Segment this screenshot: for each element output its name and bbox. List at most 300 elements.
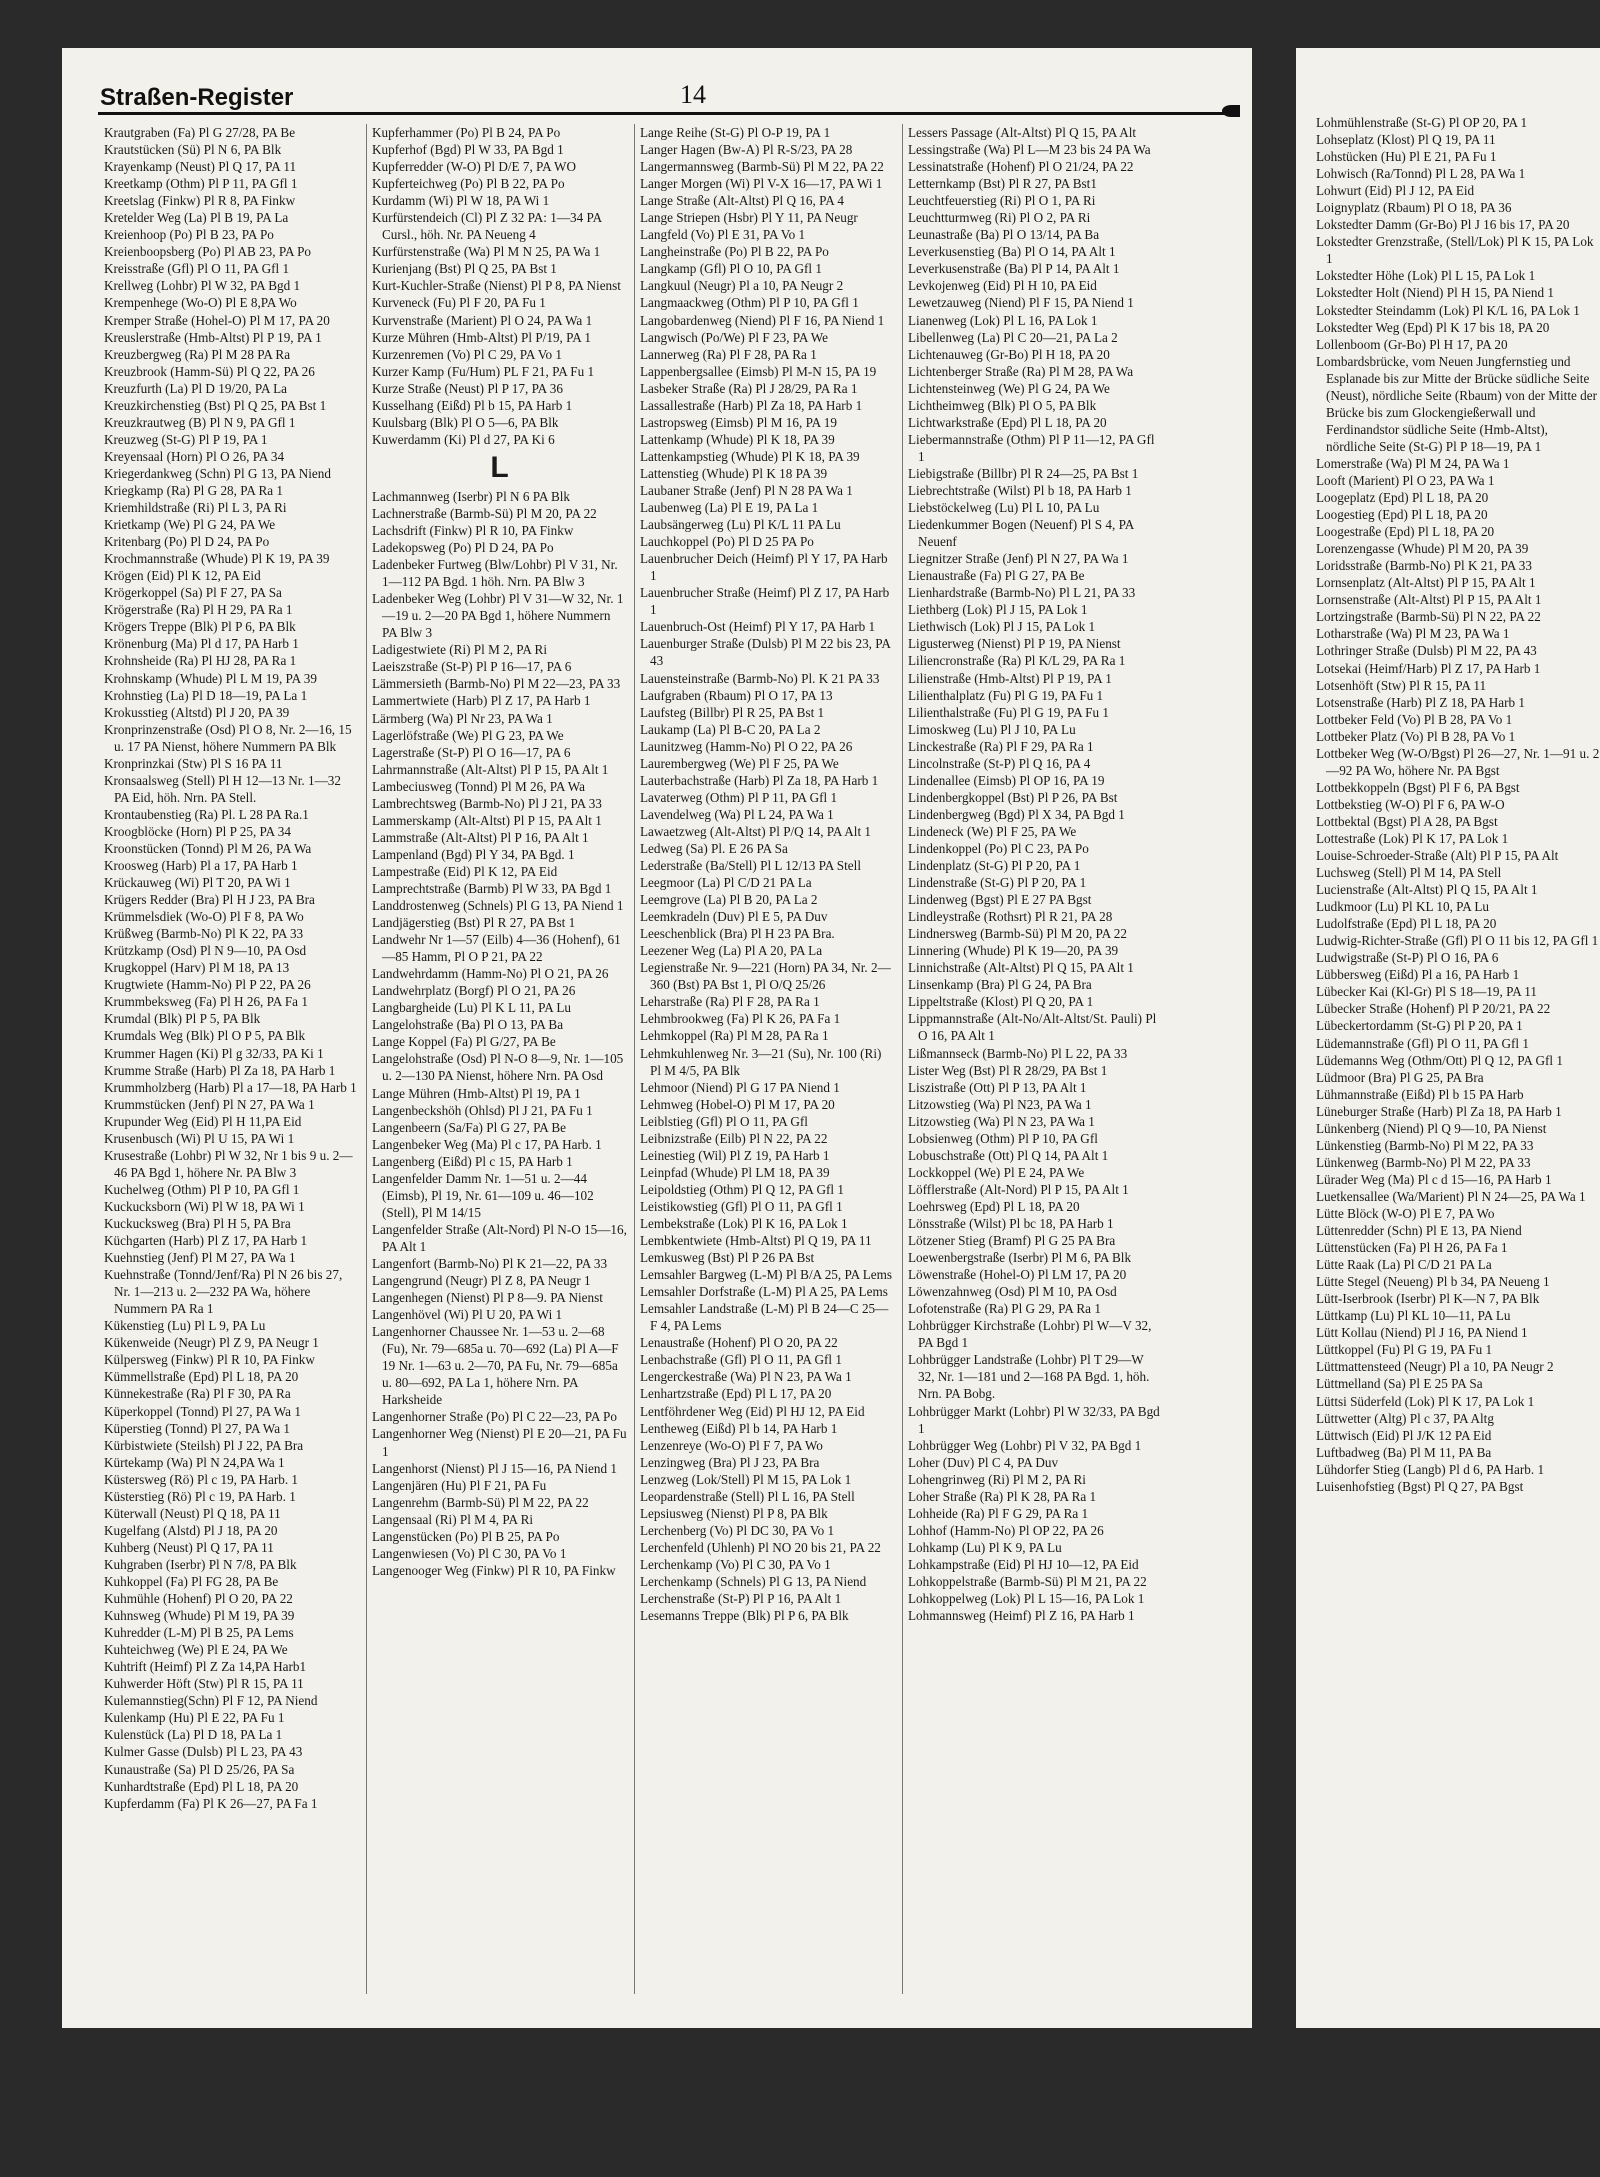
register-entry: Kükenweide (Neugr) Pl Z 9, PA Neugr 1: [104, 1335, 319, 1351]
register-entry: Krempenhege (Wo-O) Pl E 8,PA Wo: [104, 295, 297, 311]
register-entry: Lauenbrucher Deich (Heimf) Pl Y 17, PA Harb 1: [640, 551, 888, 584]
register-entry: Kurze Mühren (Hmb-Altst) Pl P/19, PA 1: [372, 329, 591, 345]
register-entry: Letternkamp (Bst) Pl R 27, PA Bst1: [908, 176, 1097, 192]
register-entry: Lokstedter Weg (Epd) Pl K 17 bis 18, PA 20: [1316, 319, 1550, 335]
register-column-3: [640, 124, 895, 1624]
register-entry: Lohwisch (Ra/Tonnd) Pl L 28, PA Wa 1: [1316, 166, 1526, 182]
register-entry: Kurzenremen (Vo) Pl C 29, PA Vo 1: [372, 346, 563, 362]
register-entry: Linnichstraße (Alt-Altst) Pl Q 15, PA Alt 1: [908, 960, 1134, 976]
register-entry: Lottbeker Weg (W-O/Bgst) Pl 26—27, Nr. 1—91 u. 2—92 PA Wo, höhere Nr. PA Bgst: [1316, 745, 1600, 778]
register-entry: Kuehnstraße (Tonnd/Jenf/Ra) Pl N 26 bis 27, Nr. 1—213 u. 2—232 PA Wa, höhere Nummern PA Ra 1: [104, 1267, 343, 1317]
register-entry: Kuckucksborn (Wi) Pl W 18, PA Wi 1: [104, 1198, 305, 1214]
register-entry: Kuhberg (Neust) Pl Q 17, PA 11: [104, 1539, 274, 1555]
register-entry: Leinestieg (Wil) Pl Z 19, PA Harb 1: [640, 1147, 830, 1163]
register-entry: Lange Striepen (Hsbr) Pl Y 11, PA Neugr: [640, 210, 858, 226]
register-entry: Lornsenstraße (Alt-Altst) Pl P 15, PA Alt 1: [1316, 592, 1542, 608]
register-entry: Ligusterweg (Nienst) Pl P 19, PA Nienst: [908, 636, 1121, 652]
register-entry: Lesemanns Treppe (Blk) Pl P 6, PA Blk: [640, 1608, 849, 1624]
register-entry: Kürbistwiete (Steilsh) Pl J 22, PA Bra: [104, 1437, 304, 1453]
register-entry: Lincolnstraße (St-P) Pl Q 16, PA 4: [908, 755, 1091, 771]
register-entry: Lärmberg (Wa) Pl Nr 23, PA Wa 1: [372, 710, 553, 726]
register-entry: Lüttwisch (Eid) Pl J/K 12 PA Eid: [1316, 1427, 1492, 1443]
column-divider: [634, 124, 635, 1994]
register-entry: Krummbeksweg (Fa) Pl H 26, PA Fa 1: [104, 994, 308, 1010]
register-entry: Lamprechtstraße (Barmb) Pl W 33, PA Bgd 1: [372, 880, 612, 896]
register-entry: Lübbersweg (Eißd) Pl a 16, PA Harb 1: [1316, 967, 1520, 983]
register-entry: Krumdal (Blk) Pl P 5, PA Blk: [104, 1011, 261, 1027]
register-entry: Lauchkoppel (Po) Pl D 25 PA Po: [640, 534, 814, 550]
register-entry: Luftbadweg (Ba) Pl M 11, PA Ba: [1316, 1444, 1492, 1460]
register-entry: Liebstöckelweg (Lu) Pl L 10, PA Lu: [908, 500, 1100, 516]
register-entry: Kriegerdankweg (Schn) Pl G 13, PA Niend: [104, 465, 331, 481]
register-entry: Langenjären (Hu) Pl F 21, PA Fu: [372, 1477, 547, 1493]
register-entry: Krupunder Weg (Eid) Pl H 11,PA Eid: [104, 1113, 302, 1129]
column-divider: [902, 124, 903, 1994]
register-entry: Lütte Stegel (Neueng) Pl b 34, PA Neueng 1: [1316, 1274, 1550, 1290]
register-entry: Lorenzengasse (Whude) Pl M 20, PA 39: [1316, 541, 1529, 557]
register-entry: Lienhardstraße (Barmb-No) Pl L 21, PA 33: [908, 585, 1136, 601]
register-entry: Louise-Schroeder-Straße (Alt) Pl P 15, PA Alt: [1316, 848, 1559, 864]
register-entry: Leibnizstraße (Eilb) Pl N 22, PA 22: [640, 1130, 828, 1146]
register-entry: Lotsenhöft (Stw) Pl R 15, PA 11: [1316, 677, 1487, 693]
register-entry: Lämmersieth (Barmb-No) Pl M 22—23, PA 33: [372, 676, 621, 692]
register-entry: Lotharstraße (Wa) Pl M 23, PA Wa 1: [1316, 626, 1510, 642]
register-entry: Loewenbergstraße (Iserbr) Pl M 6, PA Blk: [908, 1250, 1132, 1266]
register-entry: Kreienhoop (Po) Pl B 23, PA Po: [104, 227, 274, 243]
register-entry: Lilienthalstraße (Fu) Pl G 19, PA Fu 1: [908, 704, 1109, 720]
register-entry: Krögerkoppel (Sa) Pl F 27, PA Sa: [104, 585, 282, 601]
register-entry: Kupferhof (Bgd) Pl W 33, PA Bgd 1: [372, 142, 564, 158]
register-entry: Lammertwiete (Harb) Pl Z 17, PA Harb 1: [372, 693, 591, 709]
register-entry: Langenhorner Straße (Po) Pl C 22—23, PA Po: [372, 1409, 617, 1425]
register-entry: Lindenplatz (St-G) Pl P 20, PA 1: [908, 858, 1081, 874]
register-entry: Lehmkuhlenweg Nr. 3—21 (Su), Nr. 100 (Ri) Pl M 4/5, PA Blk: [640, 1045, 882, 1078]
register-entry: Leeschenblick (Bra) Pl H 23 PA Bra.: [640, 926, 835, 942]
register-entry: Leverkusenstieg (Ba) Pl O 14, PA Alt 1: [908, 244, 1116, 260]
register-entry: Küsterstieg (Rö) Pl c 19, PA Harb. 1: [104, 1488, 296, 1504]
register-entry: Lauenbruch-Ost (Heimf) Pl Y 17, PA Harb 1: [640, 619, 876, 635]
register-entry: Langenbeker Weg (Ma) Pl c 17, PA Harb. 1: [372, 1136, 602, 1152]
register-entry: Lilienstraße (Hmb-Altst) Pl P 19, PA 1: [908, 670, 1112, 686]
register-entry: Kroosweg (Harb) Pl a 17, PA Harb 1: [104, 858, 298, 874]
register-entry: Lattenstieg (Whude) Pl K 18 PA 39: [640, 465, 828, 481]
register-entry: Lohwurt (Eid) Pl J 12, PA Eid: [1316, 183, 1475, 199]
register-entry: Laurembergweg (We) Pl F 25, PA We: [640, 755, 839, 771]
register-entry: Langmaackweg (Othm) Pl P 10, PA Gfl 1: [640, 295, 859, 311]
register-entry: Loignyplatz (Rbaum) Pl O 18, PA 36: [1316, 200, 1512, 216]
register-entry: Kunhardtstraße (Epd) Pl L 18, PA 20: [104, 1778, 299, 1794]
register-entry: Lortzingstraße (Barmb-Sü) Pl N 22, PA 22: [1316, 609, 1541, 625]
register-entry: Lenzingweg (Bra) Pl J 23, PA Bra: [640, 1454, 820, 1470]
register-entry: Kulmer Gasse (Dulsb) Pl L 23, PA 43: [104, 1744, 303, 1760]
register-entry: Lavaterweg (Othm) Pl P 11, PA Gfl 1: [640, 789, 838, 805]
register-entry: Kriemhildstraße (Ri) Pl L 3, PA Ri: [104, 500, 287, 516]
register-entry: Lehmweg (Hobel-O) Pl M 17, PA 20: [640, 1096, 835, 1112]
register-entry: Krohnstieg (La) Pl D 18—19, PA La 1: [104, 687, 308, 703]
register-entry: Kreisstraße (Gfl) Pl O 11, PA Gfl 1: [104, 261, 290, 277]
register-entry: Linnering (Whude) Pl K 19—20, PA 39: [908, 943, 1119, 959]
register-entry: Künnekestraße (Ra) Pl F 30, PA Ra: [104, 1386, 291, 1402]
register-entry: Leezener Weg (La) Pl A 20, PA La: [640, 943, 823, 959]
register-entry: Leiblstieg (Gfl) Pl O 11, PA Gfl: [640, 1113, 808, 1129]
register-entry: Leinpfad (Whude) Pl LM 18, PA 39: [640, 1164, 830, 1180]
register-entry: Lenaustraße (Hohenf) Pl O 20, PA 22: [640, 1335, 838, 1351]
register-entry: Liebrechtstraße (Wilst) Pl b 18, PA Harb 1: [908, 482, 1132, 498]
register-entry: Lehmbrookweg (Fa) Pl K 26, PA Fa 1: [640, 1011, 841, 1027]
register-entry: Lerchenstraße (St-P) Pl P 16, PA Alt 1: [640, 1591, 842, 1607]
register-entry: Lohheide (Ra) Pl F G 29, PA Ra 1: [908, 1505, 1089, 1521]
register-entry: Kurfürstenstraße (Wa) Pl M N 25, PA Wa 1: [372, 244, 601, 260]
register-entry: Lauensteinstraße (Barmb-No) Pl. K 21 PA 33: [640, 670, 880, 686]
register-entry: Leegmoor (La) Pl C/D 21 PA La: [640, 875, 812, 891]
register-entry: Looft (Marient) Pl O 23, PA Wa 1: [1316, 472, 1495, 488]
register-entry: Lachmannweg (Iserbr) Pl N 6 PA Blk: [372, 488, 571, 504]
register-entry: Lottbeker Platz (Vo) Pl B 28, PA Vo 1: [1316, 728, 1516, 744]
register-entry: Loogestraße (Epd) Pl L 18, PA 20: [1316, 524, 1495, 540]
register-entry: Lichtwarkstraße (Epd) Pl L 18, PA 20: [908, 414, 1107, 430]
register-entry: Kuwerdamm (Ki) Pl d 27, PA Ki 6: [372, 431, 555, 447]
register-entry: Lohmannsweg (Heimf) Pl Z 16, PA Harb 1: [908, 1608, 1135, 1624]
register-entry: Lastropsweg (Eimsb) Pl M 16, PA 19: [640, 414, 837, 430]
register-entry: Lauterbachstraße (Harb) Pl Za 18, PA Harb 1: [640, 772, 879, 788]
register-entry: Lothringer Straße (Dulsb) Pl M 22, PA 43: [1316, 643, 1537, 659]
register-entry: Lüttenstücken (Fa) Pl H 26, PA Fa 1: [1316, 1240, 1508, 1256]
register-entry: Krützkamp (Osd) Pl N 9—10, PA Osd: [104, 943, 307, 959]
register-entry: Lemsahler Landstraße (L-M) Pl B 24—C 25—F 4, PA Lems: [640, 1301, 889, 1334]
register-entry: Kürtekamp (Wa) Pl N 24,PA Wa 1: [104, 1454, 285, 1470]
register-entry: Lessers Passage (Alt-Altst) Pl Q 15, PA Alt: [908, 125, 1137, 140]
register-entry: Lichtenberger Straße (Ra) Pl M 28, PA Wa: [908, 363, 1134, 379]
register-entry: Krögerstraße (Ra) Pl H 29, PA Ra 1: [104, 602, 293, 618]
register-entry: Lühmannstraße (Eißd) Pl b 15 PA Harb: [1316, 1086, 1524, 1102]
register-entry: Lokstedter Steindamm (Lok) Pl K/L 16, PA Lok 1: [1316, 302, 1580, 318]
register-entry: Leverkusenstraße (Ba) Pl P 14, PA Alt 1: [908, 261, 1120, 277]
register-entry: Lienaustraße (Fa) Pl G 27, PA Be: [908, 568, 1085, 584]
register-entry: Lombardsbrücke, vom Neuen Jungfernstieg und Esplanade bis zur Mitte der Brücke südliche Seite (Neust), nördliche Seite (Rbaum) von der Mitte der Brücke bis zum Glockengießerwall und Ferdinandstor südliche Seite (Hmb-Altst), nördliche Seite (St-G) Pl P 18—19, PA 1: [1316, 353, 1598, 454]
register-entry: Kreetkamp (Othm) Pl P 11, PA Gfl 1: [104, 176, 298, 192]
register-entry: Litzowstieg (Wa) Pl N23, PA Wa 1: [908, 1096, 1092, 1112]
register-entry: Kuhwerder Höft (Stw) Pl R 15, PA 11: [104, 1676, 304, 1692]
register-entry: Krümmelsdiek (Wo-O) Pl F 8, PA Wo: [104, 909, 304, 925]
register-entry: Kulemannstieg(Schn) Pl F 12, PA Niend: [104, 1693, 318, 1709]
register-entry: Lünkenweg (Barmb-No) Pl M 22, PA 33: [1316, 1154, 1531, 1170]
register-entry: Kusselhang (Eißd) Pl b 15, PA Harb 1: [372, 397, 573, 413]
section-letter: L: [490, 450, 509, 484]
register-entry: Lottbektal (Bgst) Pl A 28, PA Bgst: [1316, 813, 1498, 829]
register-entry: Kunaustraße (Sa) Pl D 25/26, PA Sa: [104, 1761, 295, 1777]
register-entry: Kurdamm (Wi) Pl W 18, PA Wi 1: [372, 193, 550, 209]
register-entry: Landwehrdamm (Hamm-No) Pl O 21, PA 26: [372, 966, 609, 982]
register-entry: Lohkoppelstraße (Barmb-Sü) Pl M 21, PA 22: [908, 1573, 1147, 1589]
register-entry: Leemkradeln (Duv) Pl E 5, PA Duv: [640, 909, 828, 925]
register-entry: Lottbekkoppeln (Bgst) Pl F 6, PA Bgst: [1316, 779, 1520, 795]
register-entry: Lohbrügger Markt (Lohbr) Pl W 32/33, PA Bgd 1: [908, 1403, 1160, 1436]
register-entry: Lichtenauweg (Gr-Bo) Pl H 18, PA 20: [908, 346, 1110, 362]
register-entry: Langwisch (Po/We) Pl F 23, PA We: [640, 329, 829, 345]
register-entry: Lünkenberg (Niend) Pl Q 9—10, PA Nienst: [1316, 1120, 1547, 1136]
register-entry: Langenhegen (Nienst) Pl P 8—9. PA Nienst: [372, 1290, 603, 1306]
register-entry: Krugtwiete (Hamm-No) Pl P 22, PA 26: [104, 977, 311, 993]
register-entry: Kuchelweg (Othm) Pl P 10, PA Gfl 1: [104, 1181, 300, 1197]
register-entry: Kümmellstraße (Epd) Pl L 18, PA 20: [104, 1369, 299, 1385]
register-column-1: [104, 124, 359, 1812]
register-entry: Lüttkamp (Lu) Pl KL 10—11, PA Lu: [1316, 1308, 1511, 1324]
register-entry: Lachsdrift (Finkw) Pl R 10, PA Finkw: [372, 522, 574, 538]
register-entry: Lerchenberg (Vo) Pl DC 30, PA Vo 1: [640, 1522, 835, 1538]
register-entry: Lindenbergweg (Bgd) Pl X 34, PA Bgd 1: [908, 806, 1125, 822]
register-entry: Kronprinzenstraße (Osd) Pl O 8, Nr. 2—16, 15 u. 17 PA Nienst, höhere Nummern PA Blk: [104, 721, 352, 754]
register-entry: Lünkenstieg (Barmb-No) Pl M 22, PA 33: [1316, 1137, 1534, 1153]
register-entry: Lewetzauweg (Niend) Pl F 15, PA Niend 1: [908, 295, 1134, 311]
register-entry: Langfeld (Vo) Pl E 31, PA Vo 1: [640, 227, 806, 243]
register-entry: Langelohstraße (Ba) Pl O 13, PA Ba: [372, 1017, 564, 1033]
register-entry: Kreuzweg (St-G) Pl P 19, PA 1: [104, 431, 268, 447]
register-entry: Krummstücken (Jenf) Pl N 27, PA Wa 1: [104, 1096, 315, 1112]
register-entry: Küperstieg (Tonnd) Pl 27, PA Wa 1: [104, 1420, 290, 1436]
register-entry: Kreienboopsberg (Po) Pl AB 23, PA Po: [104, 244, 311, 260]
register-entry: Lokstedter Holt (Niend) Pl H 15, PA Niend 1: [1316, 285, 1554, 301]
register-entry: Lassallestraße (Harb) Pl Za 18, PA Harb 1: [640, 397, 863, 413]
register-entry: Krügers Redder (Bra) Pl H J 23, PA Bra: [104, 892, 315, 908]
register-entry: Lohbrügger Landstraße (Lohbr) Pl T 29—W 32, Nr. 1—181 und 2—168 PA Bgd. 1, höh. Nrn. PA Bobg.: [908, 1352, 1150, 1402]
register-entry: Loogestieg (Epd) Pl L 18, PA 20: [1316, 507, 1488, 523]
register-entry: Landdrostenweg (Schnels) Pl G 13, PA Niend 1: [372, 898, 624, 914]
register-entry: Ludwig-Richter-Straße (Gfl) Pl O 11 bis 12, PA Gfl 1: [1316, 933, 1599, 949]
register-entry: Kritenbarg (Po) Pl D 24, PA Po: [104, 534, 270, 550]
register-entry: Langkuul (Neugr) Pl a 10, PA Neugr 2: [640, 278, 844, 294]
register-entry: Krietkamp (We) Pl G 24, PA We: [104, 517, 276, 533]
register-entry: Kreuzkrautweg (B) Pl N 9, PA Gfl 1: [104, 414, 296, 430]
register-entry: Lübeckertordamm (St-G) Pl P 20, PA 1: [1316, 1018, 1523, 1034]
register-entry: Langenfelder Damm Nr. 1—51 u. 2—44 (Eimsb), Pl 19, Nr. 61—109 u. 46—102 (Stell), Pl M 14/15: [372, 1170, 594, 1220]
register-entry: Laubsängerweg (Lu) Pl K/L 11 PA Lu: [640, 517, 841, 533]
register-entry: Lornsenplatz (Alt-Altst) Pl P 15, PA Alt 1: [1316, 575, 1536, 591]
register-entry: Liethwisch (Lok) Pl J 15, PA Lok 1: [908, 619, 1096, 635]
register-entry: Lichtensteinweg (We) Pl G 24, PA We: [908, 380, 1110, 396]
register-entry: Leopardenstraße (Stell) Pl L 16, PA Stell: [640, 1488, 855, 1504]
register-entry: Laufgraben (Rbaum) Pl O 17, PA 13: [640, 687, 833, 703]
register-entry: Langensaal (Ri) Pl M 4, PA Ri: [372, 1511, 534, 1527]
register-entry: Lotsenstraße (Harb) Pl Z 18, PA Harb 1: [1316, 694, 1526, 710]
register-entry: Leemgrove (La) Pl B 20, PA La 2: [640, 892, 818, 908]
register-entry: Loridsstraße (Barmb-No) Pl K 21, PA 33: [1316, 558, 1532, 574]
register-entry: Leuchtfeuerstieg (Ri) Pl O 1, PA Ri: [908, 193, 1096, 209]
register-entry: Lollenboom (Gr-Bo) Pl H 17, PA 20: [1316, 336, 1508, 352]
register-entry: Kuhgraben (Iserbr) Pl N 7/8, PA Blk: [104, 1556, 297, 1572]
register-entry: Kronsaalsweg (Stell) Pl H 12—13 Nr. 1—32 PA Eid, höh. Nrn. PA Stell.: [104, 772, 341, 805]
column-divider: [366, 124, 367, 1994]
register-entry: Kupferhammer (Po) Pl B 24, PA Po: [372, 125, 561, 140]
register-entry: Kükenstieg (Lu) Pl L 9, PA Lu: [104, 1318, 266, 1334]
register-entry: Limoskweg (Lu) Pl J 10, PA Lu: [908, 721, 1076, 737]
register-entry: Krusenbusch (Wi) Pl U 15, PA Wi 1: [104, 1130, 295, 1146]
register-entry: Lütt Kollau (Niend) Pl J 16, PA Niend 1: [1316, 1325, 1528, 1341]
register-entry: Lattenkamp (Whude) Pl K 18, PA 39: [640, 431, 835, 447]
next-page-column: [1316, 114, 1600, 1495]
register-entry: Lohkoppelweg (Lok) Pl L 15—16, PA Lok 1: [908, 1591, 1145, 1607]
register-entry: Ladenbeker Furtweg (Blw/Lohbr) Pl V 31, Nr. 1—112 PA Bgd. 1 höh. Nrn. PA Blw 3: [372, 557, 618, 590]
register-entry: Langenberg (Eißd) Pl c 15, PA Harb 1: [372, 1153, 573, 1169]
register-entry: Kremper Straße (Hohel-O) Pl M 17, PA 20: [104, 312, 330, 328]
register-entry: Ladigestwiete (Ri) Pl M 2, PA Ri: [372, 642, 547, 658]
register-entry: Lüttenredder (Schn) Pl E 13, PA Niend: [1316, 1223, 1522, 1239]
register-entry: Lottbekstieg (W-O) Pl F 6, PA W-O: [1316, 796, 1505, 812]
register-entry: Lammerskamp (Alt-Altst) Pl P 15, PA Alt 1: [372, 812, 602, 828]
register-entry: Lerchenkamp (Schnels) Pl G 13, PA Niend: [640, 1573, 867, 1589]
register-entry: Krumme Straße (Harb) Pl Za 18, PA Harb 1: [104, 1062, 336, 1078]
register-entry: Krontaubenstieg (Ra) Pl. L 28 PA Ra.1: [104, 806, 309, 822]
register-entry: Löfflerstraße (Alt-Nord) Pl P 15, PA Alt 1: [908, 1181, 1129, 1197]
register-entry: Landwehrplatz (Borgf) Pl O 21, PA 26: [372, 983, 576, 999]
register-entry: Löwenzahnweg (Osd) Pl M 10, PA Osd: [908, 1284, 1117, 1300]
register-entry: Langenhorner Chaussee Nr. 1—53 u. 2—68 (Fu), Nr. 79—685a u. 70—692 (La) Pl A—F 19 Nr. 1—63 u. 2—70, PA Fu, Nr. 79—685a u. 80—692, PA La 1, höhere Nrn. PA Harksheide: [372, 1324, 619, 1408]
register-entry: Luetkensallee (Wa/Marient) Pl N 24—25, PA Wa 1: [1316, 1188, 1586, 1204]
register-entry: Leistikowstieg (Gfl) Pl O 11, PA Gfl 1: [640, 1198, 843, 1214]
register-entry: Lange Straße (Alt-Altst) Pl Q 16, PA 4: [640, 193, 844, 209]
register-entry: Lauenburger Straße (Dulsb) Pl M 22 bis 23, PA 43: [640, 636, 891, 669]
register-entry: Kreuslerstraße (Hmb-Altst) Pl P 19, PA 1: [104, 329, 322, 345]
register-entry: Lindleystraße (Rothsrt) Pl R 21, PA 28: [908, 909, 1113, 925]
register-entry: Langenbeern (Sa/Fa) Pl G 27, PA Be: [372, 1119, 567, 1135]
register-entry: Langelohstraße (Osd) Pl N-O 8—9, Nr. 1—105 u. 2—130 PA Nienst, höhere Nrn. PA Osd: [372, 1051, 624, 1084]
register-entry: Lianenweg (Lok) Pl L 16, PA Lok 1: [908, 312, 1098, 328]
register-entry: Lokstedter Damm (Gr-Bo) Pl J 16 bis 17, PA 20: [1316, 217, 1570, 233]
register-entry: Lüttmelland (Sa) Pl E 25 PA Sa: [1316, 1376, 1483, 1392]
register-entry: Lembkentwiete (Hmb-Altst) Pl Q 19, PA 11: [640, 1233, 872, 1249]
register-entry: Krohnsheide (Ra) Pl HJ 28, PA Ra 1: [104, 653, 297, 669]
register-entry: Langobardenweg (Niend) Pl F 16, PA Niend 1: [640, 312, 885, 328]
register-entry: Langenfelder Straße (Alt-Nord) Pl N-O 15—16, PA Alt 1: [372, 1221, 627, 1254]
register-entry: Kuhteichweg (We) Pl E 24, PA We: [104, 1642, 288, 1658]
register-entry: Lüttkoppel (Fu) Pl G 19, PA Fu 1: [1316, 1342, 1493, 1358]
register-entry: Lenhartzstraße (Epd) Pl L 17, PA 20: [640, 1386, 832, 1402]
register-entry: Luisenhofstieg (Bgst) Pl Q 27, PA Bgst: [1316, 1478, 1524, 1494]
register-entry: Lannerweg (Ra) Pl F 28, PA Ra 1: [640, 346, 817, 362]
register-entry: Loher (Duv) Pl C 4, PA Duv: [908, 1454, 1059, 1470]
register-entry: Kuhkoppel (Fa) Pl FG 28, PA Be: [104, 1573, 279, 1589]
page-number: 14: [680, 80, 706, 109]
register-entry: Lüttmattensteed (Neugr) Pl a 10, PA Neugr 2: [1316, 1359, 1554, 1375]
register-entry: Langkamp (Gfl) Pl O 10, PA Gfl 1: [640, 261, 822, 277]
register-entry: Lengerckestraße (Wa) Pl N 23, PA Wa 1: [640, 1369, 852, 1385]
register-entry: Krumdals Weg (Blk) Pl O P 5, PA Blk: [104, 1028, 306, 1044]
register-entry: Kurfürstendeich (Cl) Pl Z 32 PA: 1—34 PA Cursl., höh. Nr. PA Neueng 4: [372, 210, 602, 243]
register-entry: Lentföhrdener Weg (Eid) Pl HJ 12, PA Eid: [640, 1403, 865, 1419]
register-entry: Lilienthalplatz (Fu) Pl G 19, PA Fu 1: [908, 687, 1104, 703]
register-entry: Lister Weg (Bst) Pl R 28/29, PA Bst 1: [908, 1062, 1108, 1078]
register-entry: Loher Straße (Ra) Pl K 28, PA Ra 1: [908, 1488, 1097, 1504]
register-entry: Lobuschstraße (Ott) Pl Q 14, PA Alt 1: [908, 1147, 1109, 1163]
register-entry: Krummholzberg (Harb) Pl a 17—18, PA Harb 1: [104, 1079, 357, 1095]
register-entry: Kulenstück (La) Pl D 18, PA La 1: [104, 1727, 283, 1743]
register-entry: Lessinatstraße (Hohenf) Pl O 21/24, PA 22: [908, 159, 1134, 175]
register-entry: Krochmannstraße (Whude) Pl K 19, PA 39: [104, 551, 330, 567]
register-entry: Lühdorfer Stieg (Langb) Pl d 6, PA Harb. 1: [1316, 1461, 1545, 1477]
register-entry: Kroogblöcke (Horn) Pl P 25, PA 34: [104, 823, 291, 839]
register-entry: Lenzweg (Lok/Stell) Pl M 15, PA Lok 1: [640, 1471, 852, 1487]
register-entry: Löwenstraße (Hohel-O) Pl LM 17, PA 20: [908, 1267, 1127, 1283]
register-entry: Ladenbeker Weg (Lohbr) Pl V 31—W 32, Nr. 1—19 u. 2—20 PA Bgd 1, höhere Nummern PA Blw 3: [372, 591, 624, 641]
register-entry: Kupferteichweg (Po) Pl B 22, PA Po: [372, 176, 565, 192]
register-entry: Lißmannseck (Barmb-No) Pl L 22, PA 33: [908, 1045, 1128, 1061]
register-entry: Lenzenreye (Wo-O) Pl F 7, PA Wo: [640, 1437, 823, 1453]
register-entry: Küperkoppel (Tonnd) Pl 27, PA Wa 1: [104, 1403, 301, 1419]
register-entry: Kreuzbrook (Hamm-Sü) Pl Q 22, PA 26: [104, 363, 315, 379]
register-entry: Lehmkoppel (Ra) Pl M 28, PA Ra 1: [640, 1028, 829, 1044]
register-entry: Lohmühlenstraße (St-G) Pl OP 20, PA 1: [1316, 115, 1528, 130]
register-entry: Külpersweg (Finkw) Pl R 10, PA Finkw: [104, 1352, 315, 1368]
register-entry: Lederstraße (Ba/Stell) Pl L 12/13 PA Stell: [640, 858, 861, 874]
register-entry: Lentheweg (Eißd) Pl b 14, PA Harb 1: [640, 1420, 838, 1436]
register-entry: Lambrechtsweg (Barmb-No) Pl J 21, PA 33: [372, 795, 602, 811]
register-entry: Ladekopsweg (Po) Pl D 24, PA Po: [372, 540, 554, 556]
register-entry: Ludkmoor (Lu) Pl KL 10, PA Lu: [1316, 899, 1490, 915]
register-entry: Liebigstraße (Billbr) Pl R 24—25, PA Bst 1: [908, 465, 1139, 481]
register-entry: Lembekstraße (Lok) Pl K 16, PA Lok 1: [640, 1216, 848, 1231]
register-entry: Laubaner Straße (Jenf) Pl N 28 PA Wa 1: [640, 482, 853, 498]
register-entry: Lottestraße (Lok) Pl K 17, PA Lok 1: [1316, 830, 1509, 846]
register-entry: Krückauweg (Wi) Pl T 20, PA Wi 1: [104, 875, 291, 891]
register-entry: Langenbeckshöh (Ohlsd) Pl J 21, PA Fu 1: [372, 1102, 593, 1118]
register-entry: Lüdemanns Weg (Othm/Ott) Pl Q 12, PA Gfl 1: [1316, 1052, 1563, 1068]
register-entry: Liliencronstraße (Ra) Pl K/L 29, PA Ra 1: [908, 653, 1126, 669]
register-entry: Kreuzbergweg (Ra) Pl M 28 PA Ra: [104, 346, 291, 362]
register-entry: Kroonstücken (Tonnd) Pl M 26, PA Wa: [104, 840, 312, 856]
page-header-title: Straßen-Register: [100, 84, 294, 111]
register-entry: Laeiszstraße (St-P) Pl P 16—17, PA 6: [372, 659, 572, 675]
register-entry: Lenbachstraße (Gfl) Pl O 11, PA Gfl 1: [640, 1352, 842, 1368]
register-entry: Landwehr Nr 1—57 (Eilb) 4—36 (Hohenf), 61—85 Hamm, Pl O P 21, PA 22: [372, 932, 621, 965]
register-entry: Lohkamp (Lu) Pl K 9, PA Lu: [908, 1539, 1062, 1555]
register-entry: Kurze Straße (Neust) Pl P 17, PA 36: [372, 380, 563, 396]
register-entry: Lindenstraße (St-G) Pl P 20, PA 1: [908, 875, 1087, 891]
register-entry: Liegnitzer Straße (Jenf) Pl N 27, PA Wa 1: [908, 551, 1129, 567]
register-entry: Kreyensaal (Horn) Pl O 26, PA 34: [104, 448, 285, 464]
register-entry: Lehmoor (Niend) Pl G 17 PA Niend 1: [640, 1079, 840, 1095]
register-entry: Lübecker Straße (Hohenf) Pl P 20/21, PA 22: [1316, 1001, 1551, 1017]
register-entry: Küstersweg (Rö) Pl c 19, PA Harb. 1: [104, 1471, 299, 1487]
register-entry: Lange Koppel (Fa) Pl G/27, PA Be: [372, 1034, 556, 1050]
register-entry: Linsenkamp (Bra) Pl G 24, PA Bra: [908, 977, 1092, 993]
register-entry: Lütte Raak (La) Pl C/D 21 PA La: [1316, 1257, 1492, 1273]
register-entry: Kreetslag (Finkw) Pl R 8, PA Finkw: [104, 193, 296, 209]
register-entry: Kurveneck (Fu) Pl F 20, PA Fu 1: [372, 295, 546, 311]
register-entry: Loogeplatz (Epd) Pl L 18, PA 20: [1316, 490, 1489, 506]
register-entry: Lotsekai (Heimf/Harb) Pl Z 17, PA Harb 1: [1316, 660, 1541, 676]
register-entry: Kupferdamm (Fa) Pl K 26—27, PA Fa 1: [104, 1795, 318, 1811]
register-entry: Lüneburger Straße (Harb) Pl Za 18, PA Harb 1: [1316, 1103, 1562, 1119]
register-entry: Langenhorner Weg (Nienst) Pl E 20—21, PA Fu 1: [372, 1426, 627, 1459]
register-entry: Lemkusweg (Bst) Pl P 26 PA Bst: [640, 1250, 815, 1266]
register-entry: Kupferredder (W-O) Pl D/E 7, PA WO: [372, 159, 577, 175]
register-entry: Lütte Blöck (W-O) Pl E 7, PA Wo: [1316, 1206, 1495, 1221]
register-entry: Lammstraße (Alt-Altst) Pl P 16, PA Alt 1: [372, 829, 589, 845]
register-entry: Lüdemannstraße (Gfl) Pl O 11, PA Gfl 1: [1316, 1035, 1529, 1051]
register-entry: Laukamp (La) Pl B-C 20, PA La 2: [640, 721, 821, 737]
register-entry: Lessingstraße (Wa) Pl L—M 23 bis 24 PA Wa: [908, 142, 1151, 158]
register-entry: Lindenweg (Bgst) Pl E 27 PA Bgst: [908, 892, 1092, 908]
register-entry: Legienstraße Nr. 9—221 (Horn) PA 34, Nr. 2—360 (Bst) PA Bst 1, Pl O/Q 25/26: [640, 960, 891, 993]
register-entry: Lavendelweg (Wa) Pl L 24, PA Wa 1: [640, 806, 834, 822]
register-entry: Lobsienweg (Othm) Pl P 10, PA Gfl: [908, 1130, 1098, 1146]
register-entry: Lichtheimweg (Blk) Pl O 5, PA Blk: [908, 397, 1097, 413]
register-column-4: [908, 124, 1163, 1624]
register-entry: Lürader Weg (Ma) Pl c d 15—16, PA Harb 1: [1316, 1171, 1552, 1187]
register-entry: Krönenburg (Ma) Pl d 17, PA Harb 1: [104, 636, 299, 652]
register-entry: Leuchtturmweg (Ri) Pl O 2, PA Ri: [908, 210, 1091, 226]
register-entry: Lütt-Iserbrook (Iserbr) Pl K—N 7, PA Blk: [1316, 1291, 1540, 1307]
register-entry: Langengrund (Neugr) Pl Z 8, PA Neugr 1: [372, 1273, 591, 1289]
